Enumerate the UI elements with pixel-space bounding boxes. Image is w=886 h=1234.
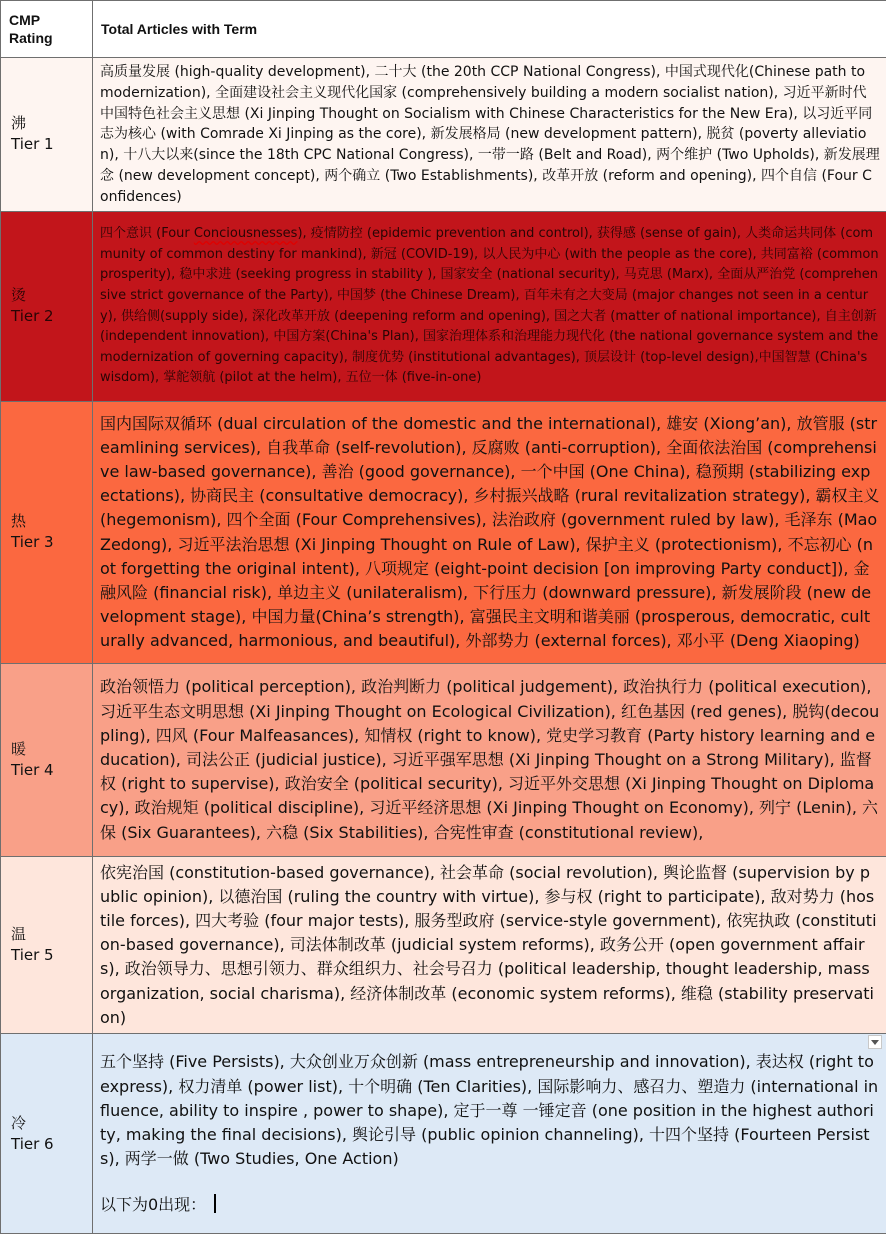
tier-5-terms-cell[interactable]: [93, 856, 886, 1033]
tier-6-row: [1, 1034, 886, 1234]
tier-1-row: [1, 58, 886, 212]
tier-3-terms-cell[interactable]: [93, 401, 886, 663]
tier-4-terms: 政治领悟力 (political perception), 政治判断力 (political judgement), 政治执行力 (political execution), 习近平生态文明思想 (Xi Jinping Thought on Ecological Civilization), 红色基因 (red genes), 脱钩(decoupling), 四风 (Four Malfeasances), 知情权 (right to know), 党史学习教育 (Party history learning and education), 司法公正 (judicial justice), 习近平强军思想 (Xi Jinping Thought on a Strong Military), 监督权 (right to supervise), 政治安全 (political security), 习近平外交思想 (Xi Jinping Thought on Diplomacy), 政治规矩 (political discipline), 习近平经济思想 (Xi Jinping Thought on Economy), 列宁 (Lenin), 六保 (Six Guarantees), 六稳 (Six Stabilities), 合宪性审查 (constitutional review),: [100, 675, 880, 844]
tier-4-row: [1, 663, 886, 856]
zero-occurrence-label: 以下为0出现：: [100, 1195, 206, 1214]
tier-2-terms-rest: ), 疫情防控 (epidemic prevention and control), 获得感 (sense of gain), 人类命运共同体 (community of common destiny for mankind), 新冠 (COVID-19), 以人民为中心 (with the people as the core), 共同富裕 (common prosperity), 稳中求进 (seeking progress in stability ), 国家安全 (national security), 马克思 (Marx), 全面从严治党 (comprehensive strict governance of the Party), 中国梦 (the Chinese Dream), 百年未有之大变局 (major changes not seen in a century), 供给侧(supply side), 深化改革开放 (deepening reform and opening), 国之大者 (matter of national importance), 自主创新(independent innovation), 中国方案(China's Plan), 国家治理体系和治理能力现代化 (the national governance system and the modernization of governing capacity), 制度优势 (institutional advantages), 顶层设计 (top-level design),中国智慧 (China's wisdom), 掌舵领航 (pilot at the helm), 五位一体 (five-in-one): [100, 226, 879, 385]
tier-3-row: [1, 401, 886, 663]
tier-1-rating-cell: [1, 58, 93, 212]
tier-4-terms-cell[interactable]: [93, 663, 886, 856]
tier-6-rating-cell: [1, 1034, 93, 1234]
header-cmp-rating: CMP Rating: [1, 1, 93, 58]
tier-6-chinese: 冷: [11, 1113, 82, 1134]
chevron-down-icon[interactable]: [868, 1035, 882, 1049]
tier-1-chinese: 沸: [11, 113, 82, 134]
tier-1-label: Tier 1: [11, 134, 82, 155]
tier-6-label: Tier 6: [11, 1134, 82, 1155]
tier-3-label: Tier 3: [11, 532, 82, 553]
text-cursor: [214, 1194, 216, 1213]
tier-2-row: [1, 211, 886, 401]
tier-3-chinese: 热: [11, 511, 82, 532]
tier-2-terms-cell[interactable]: [93, 211, 886, 401]
header-row: [1, 1, 886, 58]
tier-2-terms: [100, 224, 880, 389]
blank-line: [100, 1171, 880, 1193]
tier-4-label: Tier 4: [11, 760, 82, 781]
tier-1-terms-cell[interactable]: [93, 58, 886, 212]
spellcheck-flagged-word[interactable]: Conciousnesses: [194, 226, 298, 241]
tier-1-terms: 高质量发展 (high-quality development), 二十大 (the 20th CCP National Congress), 中国式现代化(Chinese path to modernization), 全面建设社会主义现代化国家 (comprehensively building a modern socialist nation), 习近平新时代中国特色社会主义思想 (Xi Jinping Thought on Socialism with Chinese Characteristics for the New Era), 以习近平同志为核心 (with Comrade Xi Jinping as the core), 新发展格局 (new development pattern), 脱贫 (poverty alleviation), 十八大以来(since the 18th CPC National Congress), 一带一路 (Belt and Road), 两个维护 (Two Upholds), 新发展理念 (new development concept), 两个确立 (Two Establishments), 改革开放 (reform and opening), 四个自信 (Four Confidences): [100, 62, 880, 208]
tier-2-chinese: 烫: [11, 285, 82, 306]
tier-3-rating-cell: [1, 401, 93, 663]
tier-5-terms: 依宪治国 (constitution-based governance), 社会革命 (social revolution), 舆论监督 (supervision by public opinion), 以德治国 (ruling the country with virtue), 参与权 (right to participate), 敌对势力 (hostile forces), 四大考验 (four major tests), 服务型政府 (service-style government), 依宪执政 (constitution-based governance), 司法体制改革 (judicial system reforms), 政务公开 (open government affairs), 政治领导力、思想引领力、群众组织力、社会号召力 (political leadership, thought leadership, mass organization, social charisma), 经济体制改革 (economic system reforms), 维稳 (stability preservation): [100, 861, 880, 1030]
tier-6-terms: 五个坚持 (Five Persists), 大众创业万众创新 (mass entrepreneurship and innovation), 表达权 (right to express), 权力清单 (power list), 十个明确 (Ten Clarities), 国际影响力、感召力、塑造力 (international influence, ability to inspire , power to shape), 定于一尊 一锤定音 (one position in the highest authority, making the final decisions), 舆论引导 (public opinion channeling), 十四个坚持 (Fourteen Persists), 两学一做 (Two Studies, One Action): [100, 1050, 880, 1171]
tier-4-rating-cell: [1, 663, 93, 856]
tier-4-chinese: 暖: [11, 739, 82, 760]
tier-3-terms: 国内国际双循环 (dual circulation of the domestic and the international), 雄安 (Xiong’an), 放管服 (streamlining services), 自我革命 (self-revolution), 反腐败 (anti-corruption), 全面依法治国 (comprehensive law-based governance), 善治 (good governance), 一个中国 (One China), 稳预期 (stabilizing expectations), 协商民主 (consultative democracy), 乡村振兴战略 (rural revitalization strategy), 霸权主义 (hegemonism), 四个全面 (Four Comprehensives), 法治政府 (government ruled by law), 毛泽东 (Mao Zedong), 习近平法治思想 (Xi Jinping Thought on Rule of Law), 保护主义 (protectionism), 不忘初心 (not forgetting the original intent), 八项规定 (eight-point decision [on improving Party conduct]), 金融风险 (financial risk), 单边主义 (unilateralism), 下行压力 (downward pressure), 新发展阶段 (new development stage), 中国力量(China’s strength), 富强民主文明和谐美丽 (prosperous, democratic, culturally advanced, harmonious, and beautiful), 外部势力 (external forces), 邓小平 (Deng Xiaoping): [100, 412, 880, 654]
tier-6-terms-cell[interactable]: [93, 1034, 886, 1234]
tier-2-terms-start: 四个意识 (Four: [100, 226, 194, 241]
tier-5-row: [1, 856, 886, 1033]
tier-2-label: Tier 2: [11, 306, 82, 327]
tier-5-chinese: 温: [11, 924, 82, 945]
header-total-articles: Total Articles with Term: [93, 1, 886, 58]
zero-occurrence-note[interactable]: [100, 1193, 880, 1217]
tier-5-label: Tier 5: [11, 945, 82, 966]
tier-5-rating-cell: [1, 856, 93, 1033]
tier-2-rating-cell: [1, 211, 93, 401]
